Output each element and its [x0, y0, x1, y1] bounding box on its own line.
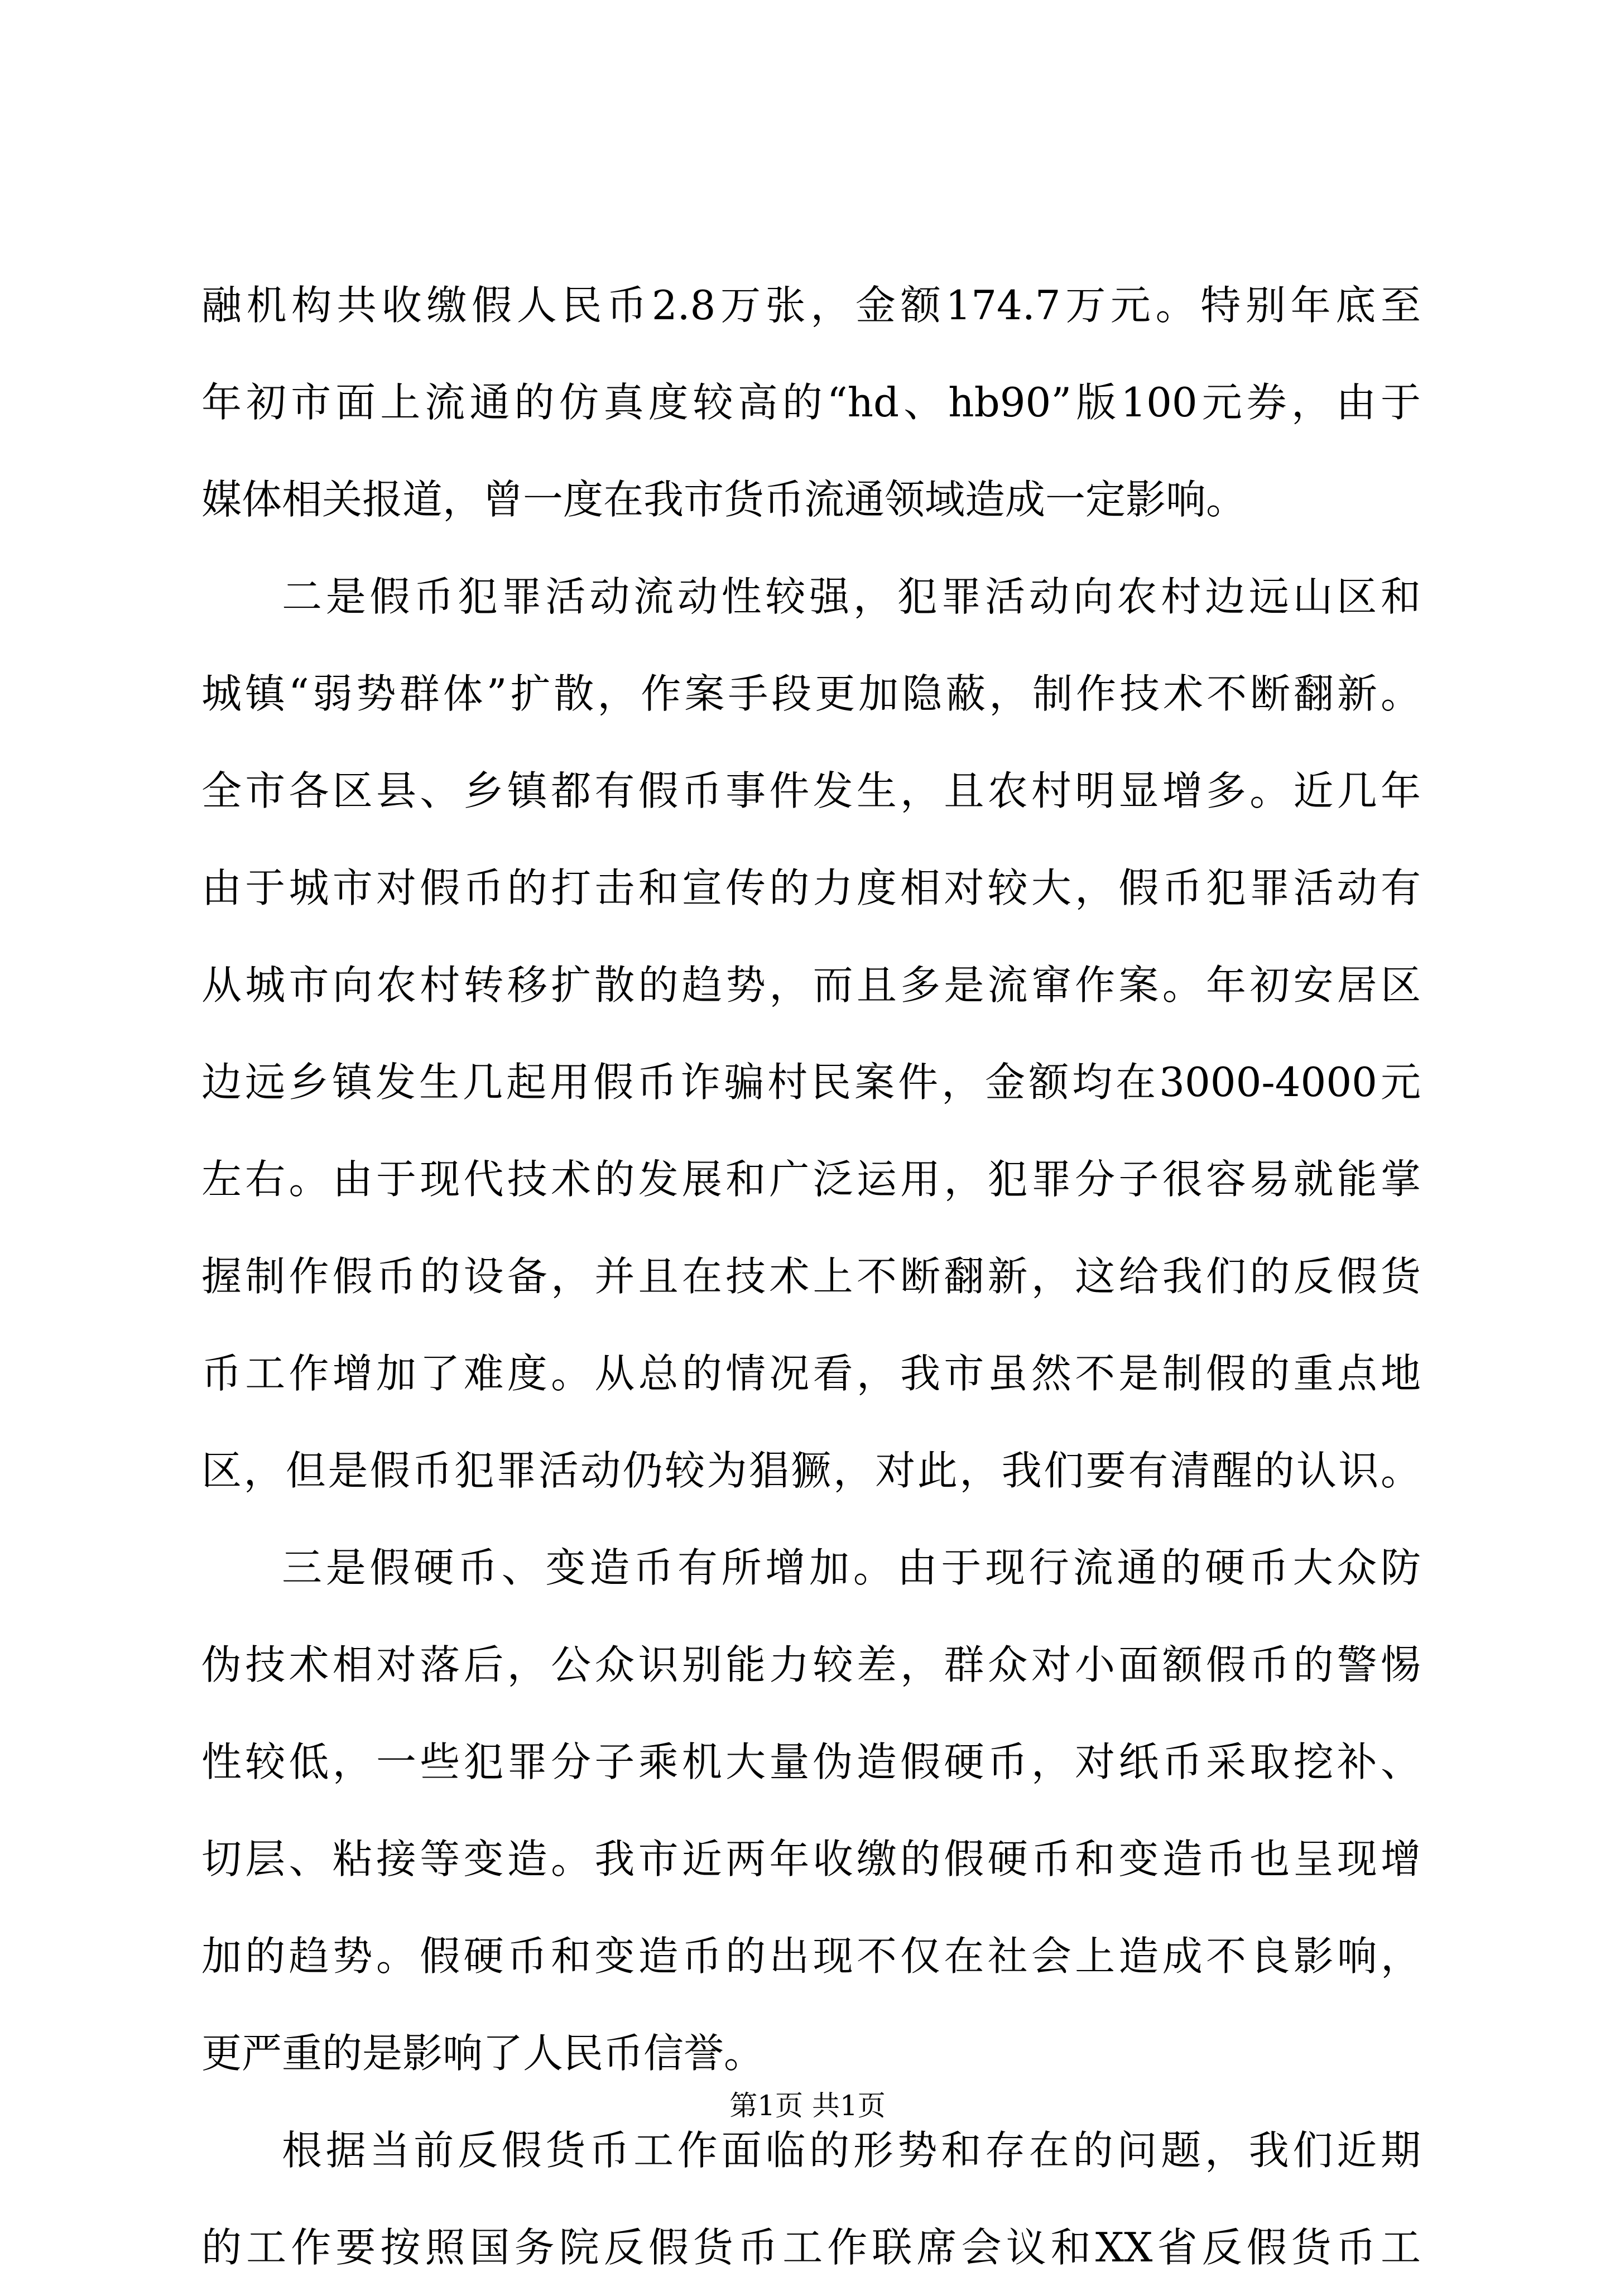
- text-line: 性较低，一些犯罪分子乘机大量伪造假硬币，对纸币采取挖补、: [201, 1738, 1421, 1785]
- text-line: 三是假硬币、变造币有所增加。由于现行流通的硬币大众防: [282, 1544, 1421, 1591]
- text-line: 城镇“弱势群体”扩散，作案手段更加隐蔽，制作技术不断翻新。: [201, 670, 1421, 717]
- text-line: 二是假币犯罪活动流动性较强，犯罪活动向农村边远山区和: [282, 573, 1421, 620]
- text-line: 从城市向农村转移扩散的趋势，而且多是流窜作案。年初安居区: [201, 962, 1421, 1008]
- text-line: 区，但是假币犯罪活动仍较为猖獗，对此，我们要有清醒的认识。: [201, 1447, 1421, 1494]
- document-body: [201, 257, 1421, 2296]
- page-footer: [0, 2086, 1615, 2125]
- text-line: 由于城市对假币的打击和宣传的力度相对较大，假币犯罪活动有: [201, 864, 1421, 911]
- text-line: 年初市面上流通的仿真度较高的“hd、hb90”版100元券，由于: [201, 379, 1421, 426]
- text-line: 更严重的是影响了人民币信誉。: [201, 2030, 765, 2077]
- text-line: 伪技术相对落后，公众识别能力较差，群众对小面额假币的警惕: [201, 1641, 1421, 1688]
- text-line: 根据当前反假货币工作面临的形势和存在的问题，我们近期: [282, 2127, 1421, 2174]
- page-number-label: 第1页 共1页: [729, 2090, 886, 2122]
- text-line: 加的趋势。假硬币和变造币的出现不仅在社会上造成不良影响，: [201, 1933, 1421, 1980]
- text-line: 全市各区县、乡镇都有假币事件发生，且农村明显增多。近几年: [201, 767, 1421, 814]
- text-line: 边远乡镇发生几起用假币诈骗村民案件，金额均在3000-4000元: [201, 1059, 1421, 1106]
- text-line: 切层、粘接等变造。我市近两年收缴的假硬币和变造币也呈现增: [201, 1836, 1421, 1882]
- text-line: 媒体相关报道，曾一度在我市货币流通领域造成一定影响。: [201, 476, 1247, 523]
- text-line: 的工作要按照国务院反假货币工作联席会议和XX省反假货币工: [201, 2224, 1421, 2271]
- text-line: 握制作假币的设备，并且在技术上不断翻新，这给我们的反假货: [201, 1253, 1421, 1300]
- text-line: 融机构共收缴假人民币2.8万张，金额174.7万元。特别年底至: [201, 282, 1421, 329]
- text-line: 左右。由于现代技术的发展和广泛运用，犯罪分子很容易就能掌: [201, 1156, 1421, 1203]
- text-line: 币工作增加了难度。从总的情况看，我市虽然不是制假的重点地: [201, 1350, 1421, 1397]
